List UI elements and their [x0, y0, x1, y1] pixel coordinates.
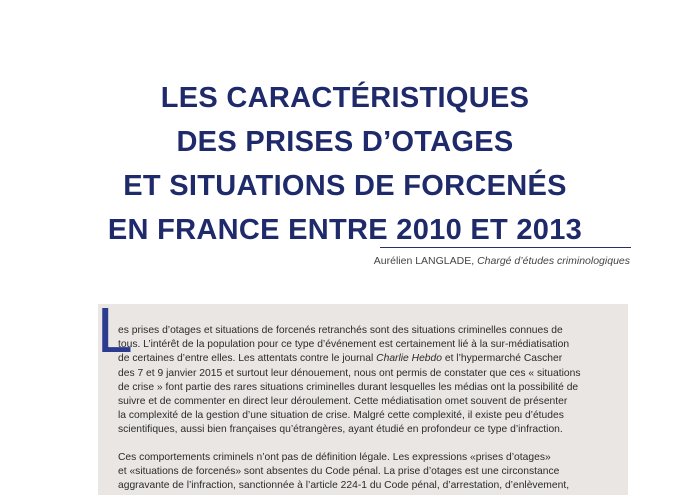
paragraph-1-line-3: [118, 352, 626, 366]
title-line-1: LES CARACTÉRISTIQUES: [160, 82, 530, 115]
author-divider: [380, 247, 631, 248]
paragraph-2-line-2: et «situations de forcenés» sont absentes du Code pénal. La prise d’otages est une circonstance: [118, 466, 560, 478]
title-line-2: DES PRISES D’OTAGES: [176, 126, 514, 159]
author-byline: [374, 255, 630, 267]
title-line-4: EN FRANCE ENTRE 2010 ET 2013: [107, 214, 583, 247]
article-title: [0, 76, 690, 252]
paragraph-2-line-1: Ces comportements criminels n’ont pas de définition légale. Les expressions «prises d’otages»: [118, 452, 551, 463]
paragraph-1-line-4: des 7 et 9 janvier 2015 et surtout leur dénouement, nous ont permis de constater que ces « situations: [118, 367, 581, 379]
line-3-head: de certaines d’entre elles. Les attentats contre le journal: [118, 353, 377, 365]
paragraph-2: [118, 451, 626, 494]
paragraph-1-line-7: la complexité de la gestion d’une situation de crise. Malgré cette complexité, il existe peu d’études: [118, 410, 564, 422]
author-name: Aurélien LANGLADE: [373, 255, 472, 267]
paragraph-1-line-1: es prises d’otages et situations de forcenés retranchés sont des situations criminelles connues de: [118, 325, 563, 336]
paragraph-1-line-5: de crise » font partie des rares situations criminelles durant lesquelles les médias ont la possibilité de: [118, 381, 579, 393]
paragraph-1-line-2: tous. L’intérêt de la population pour ce type d’événement est certainement lié à la sur-médiatisation: [118, 339, 570, 351]
paragraph-1-line-8: scientifiques, aussi bien françaises qu’étrangères, ayant étudié en profondeur ce type d’infraction.: [118, 424, 563, 436]
paragraph-1: [118, 324, 626, 438]
journal-name: Charlie Hebdo: [376, 353, 442, 365]
author-separator: ,: [471, 255, 478, 267]
title-line-3: ET SITUATIONS DE FORCENÉS: [123, 170, 567, 203]
paragraph-1-line-6: suivre et de commenter en direct leur déroulement. Cette médiatisation omet souvent de présenter: [118, 396, 568, 408]
line-3-tail: et l’hypermarché Cascher: [441, 353, 563, 365]
drop-cap: L: [97, 294, 133, 366]
author-role: Chargé d’études criminologiques: [477, 255, 630, 267]
paragraph-2-line-3: aggravante de l’infraction, sanctionnée à l’article 224-1 du Code pénal, d’arrestation, d’enlèvement,: [118, 480, 570, 492]
